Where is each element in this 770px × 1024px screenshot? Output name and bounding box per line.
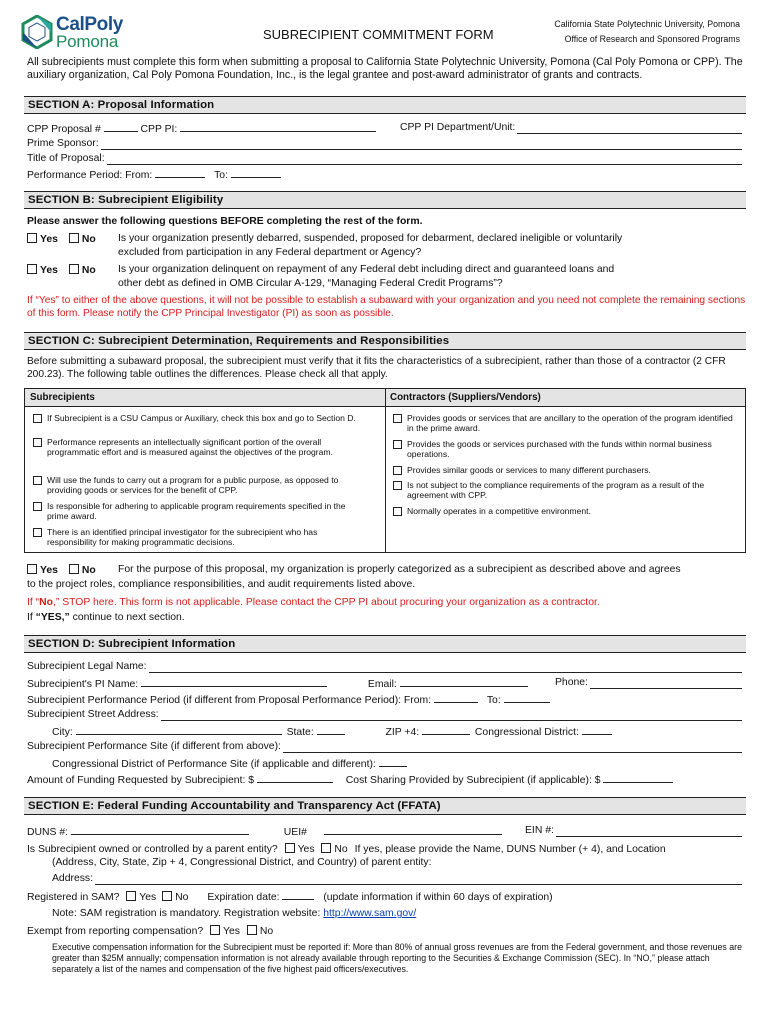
performance-to-label: To: — [214, 170, 228, 181]
exec-comp-note: Executive compensation information for the Subrecipient must be reported if: More than 80% of annual gross revenues are from the Federal government, and those revenues are greater than $25M annually; compensation information is not already available through reporting to the Securities & Exchange Commission (SEC). In “NO,” please attach separately a list of the names and compensation of the five highest paid officers/executives. — [52, 942, 742, 974]
amount-field[interactable] — [257, 773, 333, 783]
con-item-3 — [391, 465, 741, 475]
street-field[interactable] — [161, 711, 742, 721]
con-item-5-checkbox[interactable] — [393, 507, 402, 516]
exempt-yes-label: Yes — [223, 926, 240, 937]
q1-line-1: Is your organization presently debarred, suspended, proposed for debarment, declared ineligible or voluntarily — [118, 233, 623, 244]
sam-row — [27, 890, 553, 904]
duns-label: DUNS #: — [27, 827, 68, 838]
logo-line-1: CalPoly — [56, 14, 123, 35]
phone-field[interactable] — [590, 679, 742, 689]
confirm-line-2: to the project roles, compliance responsibilities, and audit requirements listed above. — [27, 579, 416, 590]
prime-sponsor-label: Prime Sponsor: — [27, 138, 99, 149]
sub-item-2-text: Performance represents an intellectually significant portion of the overall programmatic effort and is measured against the objectives of the program. — [47, 437, 333, 458]
exempt-row — [27, 925, 273, 938]
legal-name-row — [27, 661, 742, 673]
section-c-intro: Before submitting a subaward proposal, the subrecipient must verify that it fits the characteristics of a subrecipient, rather than those of a contractor (2 CFR 200.23). The following table outlines the differences. Please check all that apply. — [27, 356, 726, 380]
con-item-5 — [391, 506, 741, 516]
ein-label: EIN #: — [525, 825, 554, 836]
sub-item-5-checkbox[interactable] — [33, 528, 42, 537]
form-title: SUBRECIPIENT COMMITMENT FORM — [263, 27, 494, 42]
intro-paragraph: All subrecipients must complete this form when submitting a proposal to California State Polytechnic University, Pomona (Cal Poly Pomona or CPP). The auxiliary organization, Cal Poly Pomona Foundation, Inc., is the legal grantee and post-award administrator of grants and contracts. — [27, 56, 743, 82]
legal-name-field[interactable] — [149, 663, 742, 673]
zip-label: ZIP +4: — [385, 727, 420, 738]
confirm-answer — [27, 564, 96, 577]
email-label: Email: — [367, 679, 397, 690]
con-item-1-text: Provides goods or services that are ancillary to the operation of the program identified in the prime award. — [407, 413, 733, 434]
sub-item-5-text: There is an identified principal investigator for the subrecipient who has responsibility for making programmatic decisions. — [47, 527, 318, 548]
pi-name-field[interactable] — [141, 677, 327, 687]
street-row — [27, 709, 742, 721]
proposal-title-row — [27, 153, 742, 165]
performance-period-row — [27, 168, 281, 182]
sub-period-to-field[interactable] — [504, 693, 550, 703]
sam-question: Registered in SAM? — [27, 892, 120, 903]
exempt-no-label: No — [259, 926, 274, 937]
exempt-no-checkbox[interactable] — [247, 925, 257, 935]
site-field[interactable] — [283, 743, 742, 753]
sam-no-checkbox[interactable] — [162, 891, 172, 901]
con-item-2 — [391, 439, 721, 460]
congressional-field[interactable] — [582, 725, 612, 735]
sub-item-4-text: Is responsible for adhering to applicable program requirements specified in the prime award. — [47, 501, 346, 522]
stop-prefix: If “ — [27, 597, 40, 608]
sam-link[interactable]: http://www.sam.gov/ — [323, 908, 417, 919]
sub-item-3 — [31, 475, 366, 496]
con-item-2-checkbox[interactable] — [393, 440, 402, 449]
uei-field[interactable] — [324, 825, 502, 835]
con-item-1 — [391, 413, 741, 434]
con-item-3-text: Provides similar goods or services to many different purchasers. — [407, 465, 651, 475]
sub-item-4 — [31, 501, 366, 522]
warning-rest: ” to either of the above questions, it will not be possible to establish a subaward with your organization and you need not complete the remaining sections of this form. Please notify the CPP Principal Investigator (PI) as soon as possible. — [27, 295, 746, 319]
continue-notice — [27, 612, 185, 624]
continue-yes: “YES,” — [35, 612, 70, 623]
duns-field[interactable] — [71, 825, 249, 835]
proposal-title-label: Title of Proposal: — [27, 153, 105, 164]
stop-rest: ,” STOP here. This form is not applicable. Please contact the CPP PI about procuring your organization as a contractor. — [52, 597, 600, 608]
con-item-4-checkbox[interactable] — [393, 481, 402, 490]
cpp-pi-label: CPP PI: — [140, 124, 178, 135]
proposal-title-field[interactable] — [107, 155, 742, 165]
prime-sponsor-row — [27, 138, 742, 150]
cpp-proposal-label: CPP Proposal # — [27, 124, 101, 135]
owned-yes-checkbox[interactable] — [285, 843, 295, 853]
q1-line-2: excluded from participation in any Federal department or Agency? — [118, 247, 422, 258]
q1-no-label: No — [81, 234, 96, 245]
sub-item-1-text: If Subrecipient is a CSU Campus or Auxiliary, check this box and go to Section D. — [47, 413, 356, 423]
section-b-warning — [27, 295, 747, 321]
sam-yes-checkbox[interactable] — [126, 891, 136, 901]
confirm-no-label: No — [81, 565, 96, 576]
con-item-4 — [391, 480, 721, 501]
site-district-row — [52, 757, 407, 771]
sub-period-from-field[interactable] — [434, 693, 478, 703]
owned-yes-label: Yes — [297, 844, 315, 855]
sub-item-5 — [31, 527, 366, 548]
q2-line-2: other debt as defined in OMB Circular A-129, “Managing Federal Credit Programs”? — [118, 278, 503, 289]
q1-no-checkbox[interactable] — [69, 233, 79, 243]
table-divider — [385, 389, 386, 552]
performance-to-field[interactable] — [231, 168, 281, 178]
sub-item-1-checkbox[interactable] — [33, 414, 42, 423]
site-label: Subrecipient Performance Site (if different from above): — [27, 741, 281, 752]
confirm-yes-label: Yes — [40, 565, 58, 576]
sub-period-row — [27, 693, 550, 707]
exempt-question: Exempt from reporting compensation? — [27, 926, 204, 937]
cost-sharing-label: Cost Sharing Provided by Subrecipient (if applicable): $ — [345, 775, 601, 786]
site-district-label: Congressional District of Performance Site (if applicable and different): — [52, 759, 376, 770]
phone-label: Phone: — [555, 677, 588, 688]
stop-notice — [27, 597, 600, 609]
section-d-header: SECTION D: Subrecipient Information — [24, 635, 746, 653]
q2-answer — [27, 264, 96, 277]
duns-row — [27, 825, 502, 839]
cpp-proposal-field[interactable] — [104, 122, 138, 132]
con-item-5-text: Normally operates in a competitive environment. — [407, 506, 591, 516]
q2-line-1: Is your organization delinquent on repayment of any Federal debt including direct and guaranteed loans and — [118, 264, 615, 275]
q1-yes-label: Yes — [40, 234, 58, 245]
amount-label: Amount of Funding Requested by Subrecipient: $ — [27, 775, 255, 786]
state-label: State: — [286, 727, 314, 738]
parent-address-row — [52, 873, 742, 885]
con-item-2-text: Provides the goods or services purchased with the funds within normal business operations. — [407, 439, 712, 460]
cpp-pi-dept-label: CPP PI Department/Unit: — [400, 122, 516, 133]
q1-answer — [27, 233, 96, 246]
phone-row — [555, 677, 742, 689]
state-field[interactable] — [317, 725, 345, 735]
sam-note: Note: SAM registration is mandatory. Registration website: — [52, 908, 324, 919]
q1-yes-checkbox[interactable] — [27, 233, 37, 243]
cost-sharing-field[interactable] — [603, 773, 673, 783]
cpp-pi-dept-field[interactable] — [517, 124, 742, 134]
city-label: City: — [52, 727, 73, 738]
continue-rest: continue to next section. — [69, 612, 185, 623]
warning-yes: Yes — [38, 295, 56, 306]
stop-no: No — [39, 597, 53, 608]
cpp-pi-dept-row — [400, 122, 742, 134]
cpp-proposal-row — [27, 122, 376, 136]
sub-item-3-checkbox[interactable] — [33, 476, 42, 485]
site-district-field[interactable] — [379, 757, 407, 767]
zip-field[interactable] — [422, 725, 470, 735]
q2-yes-label: Yes — [40, 265, 58, 276]
funding-row — [27, 773, 673, 787]
section-c-header: SECTION C: Subrecipient Determination, Requirements and Responsibilities — [24, 332, 746, 350]
congressional-label: Congressional District: — [474, 727, 579, 738]
expiration-note: (update information if within 60 days of expiration) — [323, 892, 553, 903]
col-subrecipients: Subrecipients — [25, 389, 385, 407]
city-row — [52, 725, 612, 739]
ein-field[interactable] — [556, 827, 742, 837]
con-item-4-text: Is not subject to the compliance requirements of the program as a result of the agreement with CPP. — [407, 480, 705, 501]
q2-no-checkbox[interactable] — [69, 264, 79, 274]
prime-sponsor-field[interactable] — [101, 140, 742, 150]
city-field[interactable] — [76, 725, 282, 735]
email-field[interactable] — [400, 677, 528, 687]
expiration-label: Expiration date: — [207, 892, 280, 903]
expiration-field[interactable] — [282, 890, 314, 900]
sub-item-2-checkbox[interactable] — [33, 438, 42, 447]
confirm-yes-checkbox[interactable] — [27, 564, 37, 574]
con-item-3-checkbox[interactable] — [393, 466, 402, 475]
q2-yes-checkbox[interactable] — [27, 264, 37, 274]
continue-prefix: If — [27, 612, 36, 623]
confirm-no-checkbox[interactable] — [69, 564, 79, 574]
col-contractors: Contractors (Suppliers/Vendors) — [385, 389, 745, 407]
owned-if-yes-line-1: If yes, please provide the Name, DUNS Number (+ 4), and Location — [354, 844, 666, 855]
parent-address-label: Address: — [52, 873, 94, 884]
section-b-instruction: Please answer the following questions BEFORE completing the rest of the form. — [27, 216, 423, 227]
sub-item-3-text: Will use the funds to carry out a program for a public purpose, as opposed to providing goods or services for the benefit of CPP. — [47, 475, 339, 496]
site-row — [27, 741, 742, 753]
cpp-pi-field[interactable] — [180, 122, 376, 132]
street-label: Subrecipient Street Address: — [27, 709, 159, 720]
owned-question: Is Subrecipient owned or controlled by a parent entity? — [27, 844, 278, 855]
sub-item-4-checkbox[interactable] — [33, 502, 42, 511]
owned-if-yes-line-2: (Address, City, State, Zip + 4, Congressional District, and Country) of parent entity: — [52, 857, 432, 868]
sub-item-1 — [31, 413, 381, 423]
org-line-1: California State Polytechnic University, Pomona — [554, 19, 740, 29]
sam-note-row — [52, 908, 416, 920]
pi-name-label: Subrecipient's PI Name: — [27, 679, 139, 690]
pi-name-row — [27, 677, 528, 691]
confirm-line-1: For the purpose of this proposal, my organization is properly categorized as a subrecipient as described above and agrees — [118, 564, 681, 575]
owned-no-checkbox[interactable] — [321, 843, 331, 853]
sam-yes-label: Yes — [139, 892, 157, 903]
sub-period-label: Subrecipient Performance Period (if different from Proposal Performance Period): From: — [27, 695, 432, 706]
ein-row — [525, 825, 742, 837]
sub-item-2 — [31, 437, 366, 458]
legal-name-label: Subrecipient Legal Name: — [27, 661, 147, 672]
uei-label: UEI# — [283, 827, 307, 838]
parent-address-field[interactable] — [95, 875, 742, 885]
sub-period-to-label: To: — [486, 695, 501, 706]
subrecipient-contractor-table — [24, 388, 746, 553]
q2-no-label: No — [81, 265, 96, 276]
sam-no-label: No — [175, 892, 189, 903]
owned-row — [27, 843, 666, 856]
performance-from-label: Performance Period: From: — [27, 170, 153, 181]
section-b-header: SECTION B: Subrecipient Eligibility — [24, 191, 746, 209]
cal-poly-logo-icon — [20, 15, 54, 49]
warning-prefix: If “ — [27, 295, 39, 306]
section-a-header: SECTION A: Proposal Information — [24, 96, 746, 114]
exempt-yes-checkbox[interactable] — [210, 925, 220, 935]
section-e-header: SECTION E: Federal Funding Accountability and Transparency Act (FFATA) — [24, 797, 746, 815]
con-item-1-checkbox[interactable] — [393, 414, 402, 423]
org-line-2: Office of Research and Sponsored Programs — [564, 34, 740, 44]
performance-from-field[interactable] — [155, 168, 205, 178]
logo-line-2: Pomona — [56, 32, 119, 51]
owned-no-label: No — [334, 844, 348, 855]
